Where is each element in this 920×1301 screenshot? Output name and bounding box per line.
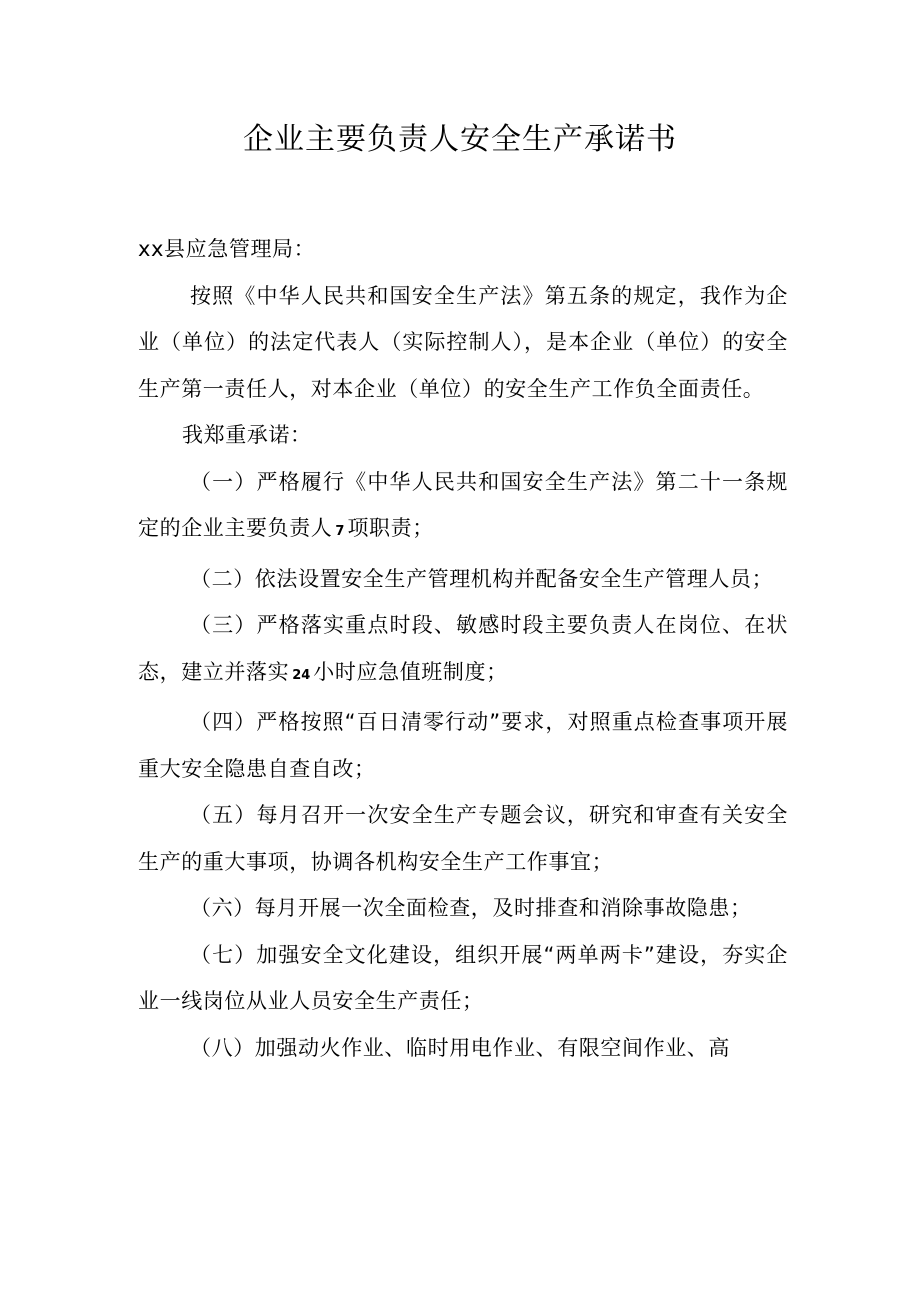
intro-paragraph: 按照《中华人民共和国安全生产法》第五条的规定，我作为企业（单位）的法定代表人（实际控制人），是本企业（单位）的安全生产第一责任人，对本企业（单位）的安全生产工作负全面责任。 — [138, 283, 788, 401]
pledge-lead: 我郑重承诺： — [182, 423, 312, 447]
pledge-item-5: （五）每月召开一次安全生产专题会议，研究和审查有关安全生产的重大事项，协调各机构安全生产工作事宜； — [138, 803, 788, 874]
pledge-item-4: （四）严格按照“百日清零行动”要求，对照重点检查事项开展重大安全隐患自查自改； — [138, 710, 788, 781]
pledge-item-1-number: 7 — [335, 524, 345, 539]
pledge-item-3-number: 24 — [292, 667, 311, 683]
pledge-item-3 — [138, 602, 788, 699]
pledge-item-1-text-before: （一）严格履行《中华人民共和国安全生产法》第二十一条规定的企业主要负责人 — [138, 469, 788, 540]
document-title: 企业主要负责人安全生产承诺书 — [243, 122, 677, 157]
document-body — [138, 226, 788, 1071]
pledge-item-7: （七）加强安全文化建设，组织开展“两单两卡”建设，夯实企业一线岗位从业人员安全生产责任； — [138, 942, 788, 1013]
recipient-line: xx县应急管理局： — [138, 237, 316, 261]
pledge-item-6: （六）每月开展一次全面检查，及时排查和消除事故隐患； — [190, 896, 752, 920]
pledge-item-2: （二）依法设置安全生产管理机构并配备安全生产管理人员； — [190, 566, 774, 591]
pledge-item-1-text-after: 项职责； — [347, 516, 434, 540]
pledge-item-3-text-before: （三）严格落实重点时段、敏感时段主要负责人在岗位、在状态，建立并落实 — [138, 613, 788, 684]
pledge-item-3-text-after: 小时应急值班制度； — [313, 659, 508, 684]
pledge-item-8: （八）加强动火作业、临时用电作业、有限空间作业、高 — [190, 1035, 730, 1060]
pledge-item-1 — [138, 459, 788, 556]
